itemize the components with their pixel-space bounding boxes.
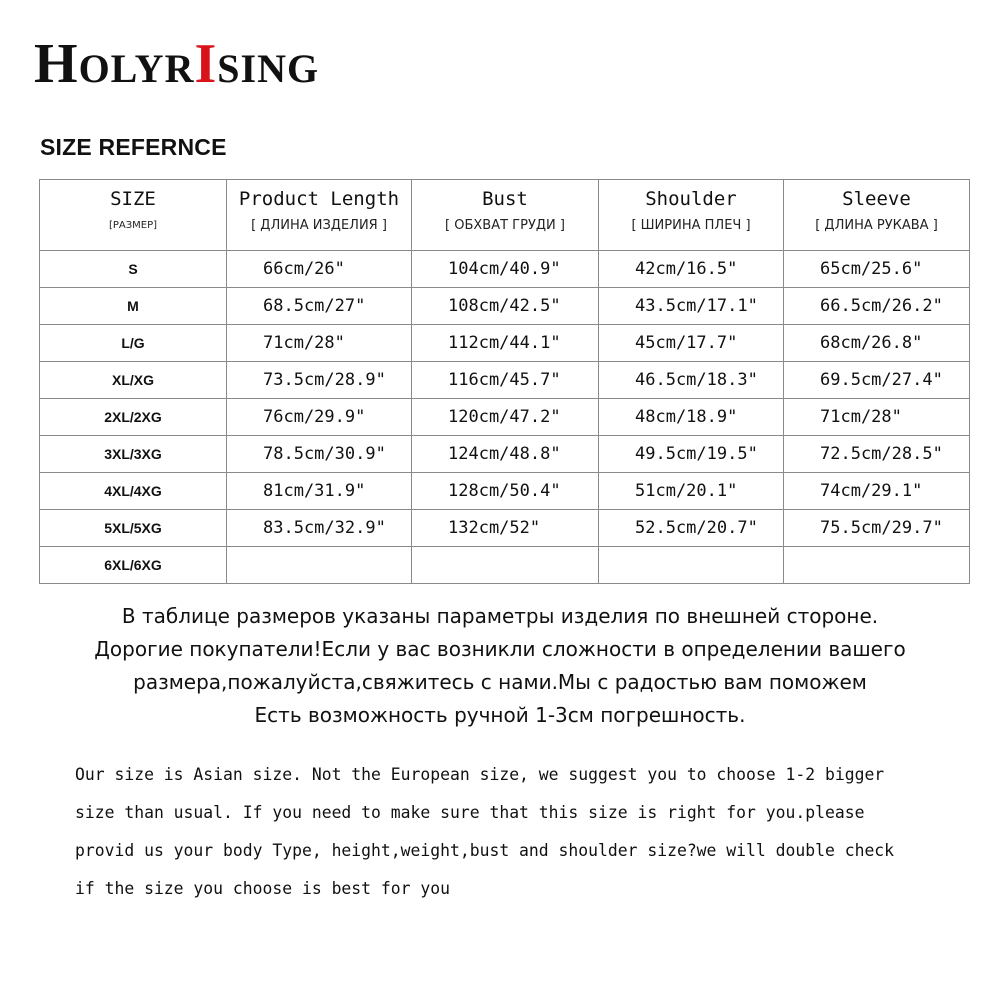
sleeve-cell: 71cm/28" — [784, 399, 970, 436]
english-note-line: size than usual. If you need to make sure that this size is right for you.please — [75, 803, 865, 822]
english-note-line: Our size is Asian size. Not the European size, we suggest you to choose 1-2 bigger — [75, 765, 885, 784]
table-row — [40, 362, 970, 399]
brand-logo: HOLYRISING — [34, 33, 320, 95]
table-row — [40, 251, 970, 288]
header-bust: Bust [ ОБХВАТ ГРУДИ ] — [412, 180, 599, 251]
bust-cell — [412, 547, 599, 584]
bust-cell: 120cm/47.2" — [412, 399, 599, 436]
shoulder-cell: 51cm/20.1" — [599, 473, 784, 510]
russian-note-line: размера,пожалуйста,свяжитесь с нами.Мы с радостью вам поможем — [133, 670, 867, 694]
russian-note-line: Дорогие покупатели!Если у вас возникли сложности в определении вашего — [94, 637, 906, 661]
shoulder-cell: 43.5cm/17.1" — [599, 288, 784, 325]
sleeve-cell — [784, 547, 970, 584]
size-cell: 5XL/5XG — [40, 510, 227, 547]
shoulder-cell: 52.5cm/20.7" — [599, 510, 784, 547]
bust-cell: 116cm/45.7" — [412, 362, 599, 399]
sleeve-cell: 74cm/29.1" — [784, 473, 970, 510]
russian-note-line: Есть возможность ручной 1-3см погрешность. — [254, 703, 746, 727]
shoulder-cell: 49.5cm/19.5" — [599, 436, 784, 473]
table-row — [40, 399, 970, 436]
product-length-cell: 71cm/28" — [227, 325, 412, 362]
product-length-cell — [227, 547, 412, 584]
shoulder-cell: 48cm/18.9" — [599, 399, 784, 436]
product-length-cell: 81cm/31.9" — [227, 473, 412, 510]
bust-cell: 124cm/48.8" — [412, 436, 599, 473]
table-body — [40, 251, 970, 584]
sleeve-cell: 65cm/25.6" — [784, 251, 970, 288]
russian-note-line: В таблице размеров указаны параметры изделия по внешней стороне. — [121, 604, 879, 628]
shoulder-cell — [599, 547, 784, 584]
product-length-cell: 66cm/26" — [227, 251, 412, 288]
header-sleeve: Sleeve [ ДЛИНА РУКАВА ] — [784, 180, 970, 251]
bust-cell: 104cm/40.9" — [412, 251, 599, 288]
size-cell: M — [40, 288, 227, 325]
section-title: SIZE REFERNCE — [40, 134, 227, 160]
size-table — [39, 179, 970, 584]
table-row — [40, 547, 970, 584]
size-cell: 6XL/6XG — [40, 547, 227, 584]
size-cell: XL/XG — [40, 362, 227, 399]
table-header-row — [40, 180, 970, 251]
header-shoulder: Shoulder [ ШИРИНА ПЛЕЧ ] — [599, 180, 784, 251]
table-row — [40, 288, 970, 325]
product-length-cell: 68.5cm/27" — [227, 288, 412, 325]
table-row — [40, 436, 970, 473]
size-cell: 4XL/4XG — [40, 473, 227, 510]
bust-cell: 112cm/44.1" — [412, 325, 599, 362]
english-note — [75, 756, 980, 908]
sleeve-cell: 75.5cm/29.7" — [784, 510, 970, 547]
russian-note — [0, 600, 1000, 732]
english-note-line: provid us your body Type, height,weight,bust and shoulder size?we will double check — [75, 841, 895, 860]
size-cell: L/G — [40, 325, 227, 362]
product-length-cell: 73.5cm/28.9" — [227, 362, 412, 399]
sleeve-cell: 69.5cm/27.4" — [784, 362, 970, 399]
shoulder-cell: 45cm/17.7" — [599, 325, 784, 362]
table-row — [40, 510, 970, 547]
size-cell: S — [40, 251, 227, 288]
bust-cell: 132cm/52" — [412, 510, 599, 547]
product-length-cell: 83.5cm/32.9" — [227, 510, 412, 547]
shoulder-cell: 46.5cm/18.3" — [599, 362, 784, 399]
english-note-line: if the size you choose is best for you — [75, 879, 450, 898]
bust-cell: 108cm/42.5" — [412, 288, 599, 325]
product-length-cell: 76cm/29.9" — [227, 399, 412, 436]
header-size: SIZE [РАЗМЕР] — [40, 180, 227, 251]
table-row — [40, 473, 970, 510]
sleeve-cell: 68cm/26.8" — [784, 325, 970, 362]
size-cell: 2XL/2XG — [40, 399, 227, 436]
header-product-length: Product Length [ ДЛИНА ИЗДЕЛИЯ ] — [227, 180, 412, 251]
sleeve-cell: 66.5cm/26.2" — [784, 288, 970, 325]
shoulder-cell: 42cm/16.5" — [599, 251, 784, 288]
sleeve-cell: 72.5cm/28.5" — [784, 436, 970, 473]
size-cell: 3XL/3XG — [40, 436, 227, 473]
table-row — [40, 325, 970, 362]
bust-cell: 128cm/50.4" — [412, 473, 599, 510]
product-length-cell: 78.5cm/30.9" — [227, 436, 412, 473]
